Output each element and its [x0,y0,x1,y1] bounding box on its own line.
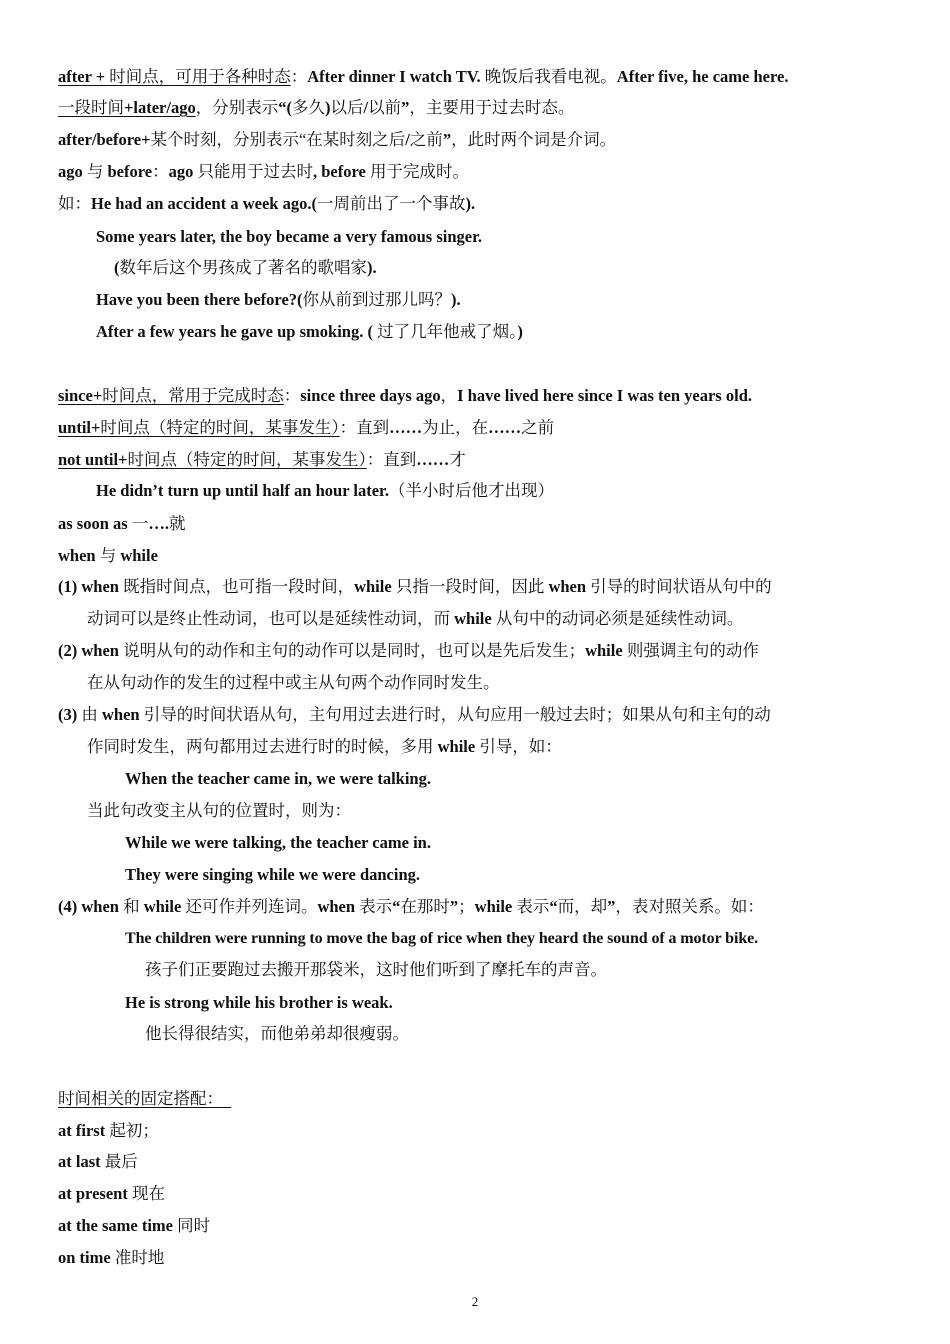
example-singing-dancing: They were singing while we were dancing. [125,865,421,884]
rule-4: (4) when 和 while 还可作并列连词。when 表示“在那时”；while 表示“而，却”，表对照关系。如： [58,897,764,916]
example-accident: 如：He had an accident a week ago.(一周前出了一个事故). [58,194,476,213]
term-later-ago: +later/ago [124,98,196,117]
phrase-on-time: on time 准时地 [58,1248,165,1267]
example-teacher-came-in: When the teacher came in, we were talking. [125,769,431,788]
line-not-until: not until+时间点（特定的时间，某事发生）：直到……才 [58,450,466,469]
phrase-at-first: at first 起初； [58,1121,159,1140]
line-since: since+时间点，常用于完成时态：since three days ago，I have lived here since I was ten years old. [58,386,752,405]
phrase-at-present: at present 现在 [58,1184,165,1203]
term-after: after + [58,67,106,86]
example-turn-up: He didn’t turn up until half an hour later.（半小时后他才出现） [96,481,554,500]
example-singer: Some years later, the boy became a very famous singer. [96,227,483,246]
example-children-translation: 孩子们正要跑过去搬开那袋米，这时他们听到了摩托车的声音。 [145,960,607,979]
line-until: until+时间点（特定的时间，某事发生）：直到……为止，在……之前 [58,418,555,437]
term-until: until+ [58,418,101,437]
example-strong-weak: He is strong while his brother is weak. [125,993,393,1012]
note-swap-clauses: 当此句改变主从句的位置时，则为： [87,801,351,820]
phrase-at-the-same-time: at the same time 同时 [58,1216,211,1235]
heading-when-while: when 与 while [58,546,158,565]
example-smoking: After a few years he gave up smoking. ( 过了几年他戒了烟。) [96,322,523,341]
example-singer-translation: (数年后这个男孩成了著名的歌唱家). [114,258,377,277]
rule-3: (3) 由 when 引导的时间状语从句，主句用过去进行时，从句应用一般过去时；如果从句和主句的动 [58,705,771,724]
rule-1-cont: 动词可以是终止性动词，也可以是延续性动词，而 while 从句中的动词必须是延续性动词。 [87,609,744,628]
example-strong-weak-translation: 他长得很结实，而他弟弟却很瘦弱。 [145,1024,409,1043]
rule-1: (1) when 既指时间点，也可指一段时间，while 只指一段时间，因此 when 引导的时间状语从句中的 [58,577,772,596]
line-later-ago: 一段时间+later/ago，分别表示“(多久)以后/以前”，主要用于过去时态。 [58,98,575,117]
example-children-running: The children were running to move the bag of rice when they heard the sound of a motor bike. [125,930,759,947]
rule-3-cont: 作同时发生，两句都用过去进行时的时候，多用 while 引导，如： [87,737,562,756]
heading-fixed-phrases: 时间相关的固定搭配： [58,1089,223,1108]
term-after-before: after/before+ [58,130,151,149]
line-as-soon-as: as soon as 一….就 [58,514,186,533]
page-number: 2 [471,1294,479,1309]
example-been-there: Have you been there before?(你从前到过那儿吗？). [96,290,461,309]
phrase-at-last: at last 最后 [58,1152,138,1171]
example-en: After five, he came here. [616,67,789,86]
rule-2-cont: 在从句动作的发生的过程中或主从句两个动作同时发生。 [87,673,500,692]
line-after-before: after/before+某个时刻，分别表示“在某时刻之后/之前”，此时两个词是介词。 [58,130,617,149]
term-not-until: not until+ [58,450,128,469]
line-ago-before: ago 与 before：ago 只能用于过去时, before 用于完成时。 [58,162,469,181]
example-en: After dinner I watch TV. [307,67,481,86]
example-while-talking: While we were talking, the teacher came in. [125,833,431,852]
line-after-time-point: after + 时间点，可用于各种时态：After dinner I watch TV. 晚饭后我看电视。After five, he came here. [58,67,789,86]
term-since: since+ [58,386,103,405]
rule-2: (2) when 说明从句的动作和主句的动作可以是同时，也可以是先后发生；while 则强调主句的动作 [58,641,759,660]
